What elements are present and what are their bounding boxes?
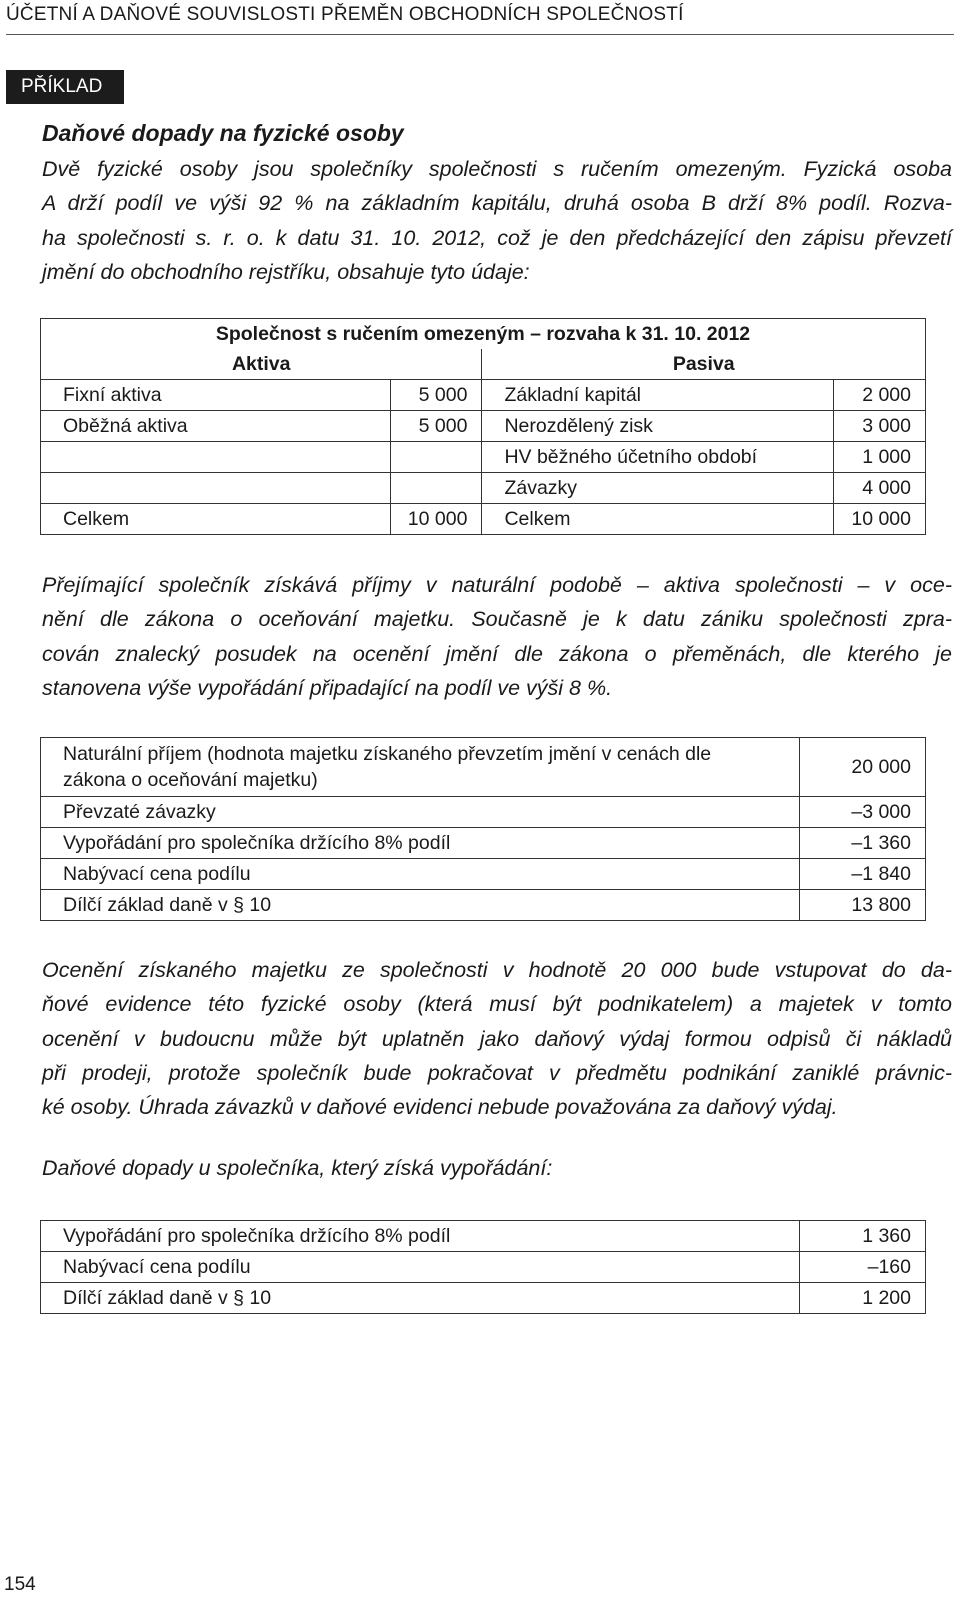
paragraph-line: stanovena výše vypořádání připadající na podíl ve výši 8 %. — [42, 675, 613, 700]
row-label: Dílčí základ daně v § 10 — [41, 1283, 800, 1314]
liability-label: Závazky — [482, 473, 834, 504]
table-row — [41, 1221, 926, 1252]
row-label: Vypořádání pro společníka držícího 8% podíl — [41, 1221, 800, 1252]
liability-label: Celkem — [482, 504, 834, 535]
asset-label: Oběžná aktiva — [41, 411, 391, 442]
assets-heading: Aktiva — [41, 349, 482, 380]
liability-label: Nerozdělený zisk — [482, 411, 834, 442]
row-value: –1 360 — [800, 828, 926, 859]
row-value: 20 000 — [800, 738, 926, 797]
row-value: 1 200 — [800, 1283, 926, 1314]
paragraph-line: Přejímající společník získává příjmy v naturální podobě – aktiva společnosti – v oce- — [42, 573, 952, 597]
table-row — [41, 442, 926, 473]
table-row — [41, 828, 926, 859]
row-value: –160 — [800, 1252, 926, 1283]
table-row — [41, 473, 926, 504]
asset-value: 10 000 — [390, 504, 482, 535]
row-value: –3 000 — [800, 797, 926, 828]
row-value: –1 840 — [800, 859, 926, 890]
table-row — [41, 1252, 926, 1283]
paragraph-line: ocenění v budoucnu může být uplatněn jako daňový výdaj formou odpisů či nákladů — [42, 1026, 952, 1051]
asset-value: 5 000 — [390, 411, 482, 442]
paragraph-line: při prodeji, protože společník bude pokračovat v předmětu podnikání zaniklé právnic- — [42, 1060, 952, 1085]
row-label: Vypořádání pro společníka držícího 8% podíl — [41, 828, 800, 859]
table-row — [41, 797, 926, 828]
row-value: 13 800 — [800, 890, 926, 921]
balance-sheet-table — [40, 318, 926, 535]
partner-tax-table — [40, 1220, 926, 1314]
liability-value: 1 000 — [834, 442, 926, 473]
liability-value: 4 000 — [834, 473, 926, 504]
row-label: Převzaté závazky — [41, 797, 800, 828]
liability-value: 2 000 — [834, 380, 926, 411]
table-row — [41, 380, 926, 411]
valuation-paragraph — [42, 568, 952, 705]
paragraph-line: ké osoby. Úhrada závazků v daňové evidenci nebude považována za daňový výdaj. — [42, 1095, 838, 1120]
asset-label: Celkem — [41, 504, 391, 535]
asset-label — [41, 473, 391, 504]
asset-value — [390, 442, 482, 473]
balance-sheet-caption: Společnost s ručením omezeným – rozvaha k 31. 10. 2012 — [41, 319, 926, 350]
table-row — [41, 859, 926, 890]
table-row — [41, 504, 926, 535]
row-label: Dílčí základ daně v § 10 — [41, 890, 800, 921]
paragraph-line: Ocenění získaného majetku ze společnosti v hodnotě 20 000 bude vstupovat do da- — [42, 958, 952, 982]
paragraph-line: A drží podíl ve výši 92 % na základním kapitálu, druhá osoba B drží 8% podíl. Rozva- — [42, 191, 952, 216]
table-row — [41, 1283, 926, 1314]
page-number: 154 — [4, 1574, 36, 1595]
evidence-paragraph — [42, 953, 952, 1124]
row-label: Naturální příjem (hodnota majetku získaného převzetím jmění v cenách dle zákona o oceňování majetku) — [41, 738, 800, 797]
paragraph-line: ha společnosti s. r. o. k datu 31. 10. 2012, což je den předcházející den zápisu převzetí — [42, 225, 952, 250]
asset-value — [390, 473, 482, 504]
row-label: Nabývací cena podílu — [41, 859, 800, 890]
example-badge: PŘÍKLAD — [6, 70, 124, 104]
paragraph-line: jmění do obchodního rejstříku, obsahuje tyto údaje: — [42, 259, 530, 284]
liability-label: HV běžného účetního období — [482, 442, 834, 473]
running-header: ÚČETNÍ A DAŇOVÉ SOUVISLOSTI PŘEMĚN OBCHODNÍCH SPOLEČNOSTÍ — [6, 4, 684, 25]
asset-value: 5 000 — [390, 380, 482, 411]
paragraph-line: cován znalecký posudek na ocenění jmění dle zákona o přeměnách, dle kterého je — [42, 641, 952, 666]
liability-value: 10 000 — [834, 504, 926, 535]
paragraph-line: Daňové dopady u společníka, který získá vypořádání: — [42, 1156, 553, 1180]
row-value: 1 360 — [800, 1221, 926, 1252]
partner-paragraph — [42, 1151, 952, 1185]
asset-label: Fixní aktiva — [41, 380, 391, 411]
paragraph-line: Dvě fyzické osoby jsou společníky společnosti s ručením omezeným. Fyzická osoba — [42, 157, 952, 181]
liabilities-heading: Pasiva — [482, 349, 926, 380]
liability-label: Základní kapitál — [482, 380, 834, 411]
table-row — [41, 411, 926, 442]
example-title: Daňové dopady na fyzické osoby — [42, 120, 404, 146]
tax-base-table — [40, 737, 926, 921]
paragraph-line: ňové evidence této fyzické osoby (která musí být podnikatelem) a majetek v tomto — [42, 992, 952, 1017]
header-divider — [6, 34, 954, 35]
table-row — [41, 738, 926, 797]
liability-value: 3 000 — [834, 411, 926, 442]
paragraph-line: nění dle zákona o oceňování majetku. Současně je k datu zániku společnosti zpra- — [42, 607, 952, 632]
asset-label — [41, 442, 391, 473]
intro-paragraph — [42, 152, 952, 289]
row-label: Nabývací cena podílu — [41, 1252, 800, 1283]
table-row — [41, 890, 926, 921]
